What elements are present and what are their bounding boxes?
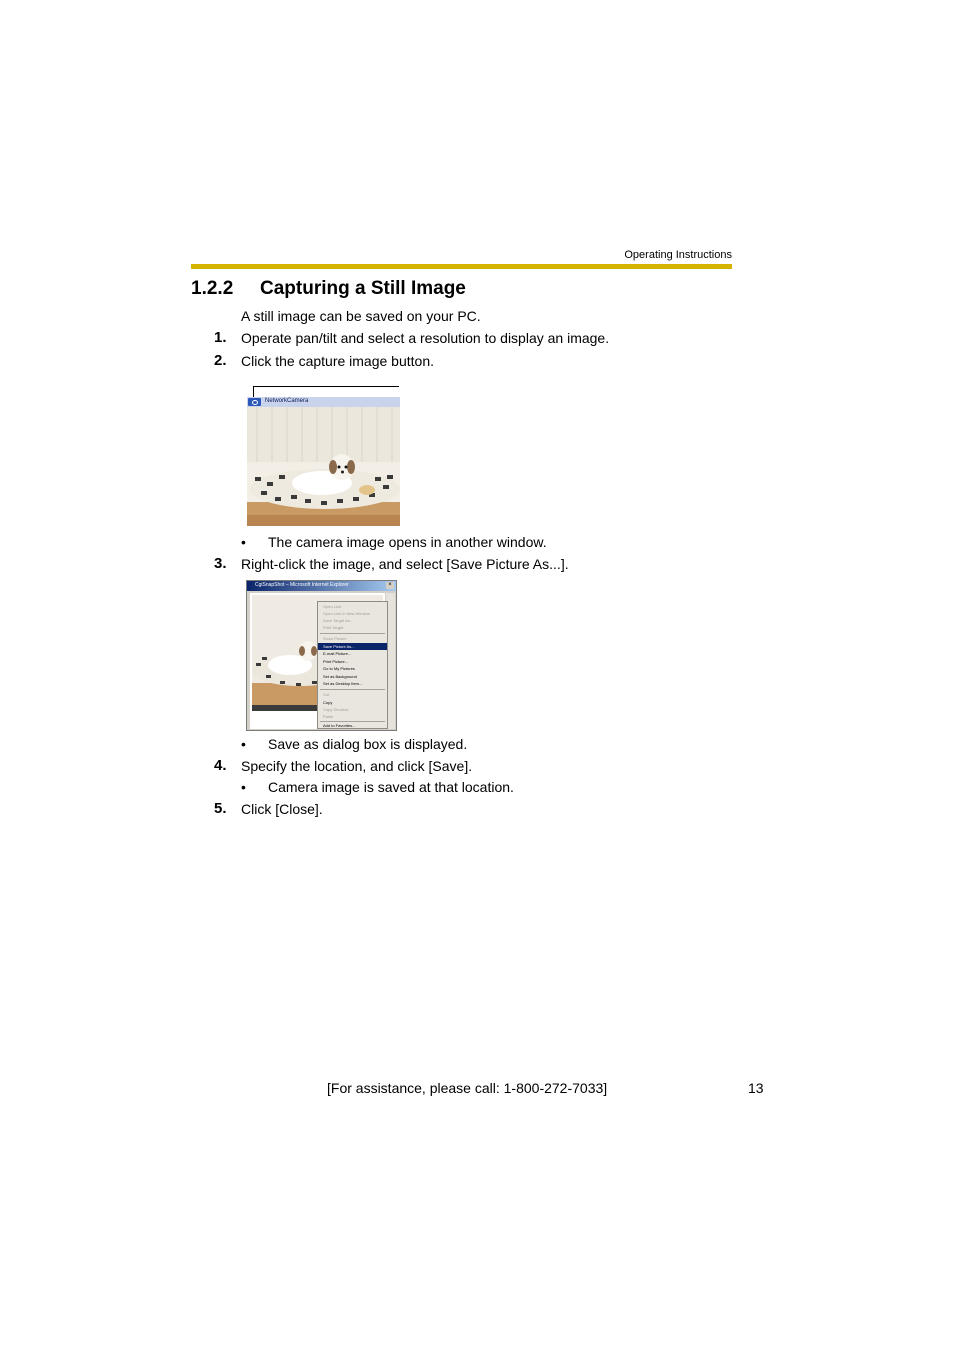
bullet-text: Save as dialog box is displayed. — [268, 736, 468, 752]
menu-item-print-target[interactable]: Print Target — [323, 625, 344, 630]
menu-item-save-picture-as[interactable]: Save Picture As... — [318, 643, 387, 650]
menu-item-set-as-background[interactable]: Set as Background — [323, 674, 357, 679]
header-rule — [191, 264, 732, 269]
menu-item-open-link-new-window[interactable]: Open Link in New Window — [323, 611, 370, 616]
window-title-bar — [247, 397, 400, 407]
bullet-text: Camera image is saved at that location. — [268, 779, 514, 795]
intro-text: A still image can be saved on your PC. — [241, 308, 481, 324]
menu-item-cut[interactable]: Cut — [323, 692, 330, 697]
step-number: 4. — [214, 757, 227, 774]
step-number: 1. — [214, 329, 227, 346]
context-menu — [317, 601, 388, 729]
camera-icon[interactable] — [248, 398, 261, 406]
step-text: Click the capture image button. — [241, 353, 434, 369]
bullet-text: The camera image opens in another window. — [268, 534, 547, 550]
section-number: 1.2.2 — [191, 278, 234, 299]
menu-item-copy-shortcut[interactable]: Copy Shortcut — [323, 707, 349, 712]
callout-line — [253, 386, 399, 387]
section-title-text: Capturing a Still Image — [260, 278, 466, 299]
step-text: Right-click the image, and select [Save Picture As...]. — [241, 556, 569, 572]
bullet-symbol: • — [241, 736, 246, 752]
step-number: 2. — [214, 352, 227, 369]
dog-photo — [247, 407, 400, 526]
bullet-symbol: • — [241, 779, 246, 795]
menu-item-copy[interactable]: Copy — [323, 700, 333, 705]
menu-item-paste[interactable]: Paste — [323, 714, 334, 719]
section-title — [191, 278, 466, 300]
bullet-symbol: • — [241, 534, 246, 550]
menu-item-save-target-as[interactable]: Save Target As... — [323, 618, 354, 623]
menu-separator — [320, 633, 385, 634]
menu-item-show-picture[interactable]: Show Picture — [323, 636, 347, 641]
menu-item-go-to-my-pictures[interactable]: Go to My Pictures — [323, 666, 355, 671]
step-number: 5. — [214, 800, 227, 817]
browser-title-bar — [247, 581, 396, 591]
assistance-footer: [For assistance, please call: 1-800-272-7033] — [327, 1080, 608, 1096]
browser-title: CgiSnapShot – Microsoft Internet Explorer — [255, 582, 349, 588]
camera-screenshot — [247, 397, 400, 526]
context-menu-screenshot — [246, 580, 397, 731]
menu-item-print-picture[interactable]: Print Picture... — [323, 659, 349, 664]
menu-separator — [320, 689, 385, 690]
menu-item-set-as-desktop-item[interactable]: Set as Desktop Item... — [323, 681, 363, 686]
step-number: 3. — [214, 555, 227, 572]
menu-item-email-picture[interactable]: E-mail Picture... — [323, 651, 352, 656]
step-text: Operate pan/tilt and select a resolution to display an image. — [241, 330, 610, 346]
menu-item-open-link[interactable]: Open Link — [323, 604, 342, 609]
running-header: Operating Instructions — [624, 249, 732, 261]
menu-item-add-to-favorites[interactable]: Add to Favorites... — [323, 723, 356, 728]
window-title: NetworkCamera — [265, 398, 309, 404]
page-number: 13 — [748, 1080, 764, 1096]
step-text: Click [Close]. — [241, 801, 323, 817]
close-icon[interactable]: × — [386, 582, 394, 589]
step-text: Specify the location, and click [Save]. — [241, 758, 473, 774]
